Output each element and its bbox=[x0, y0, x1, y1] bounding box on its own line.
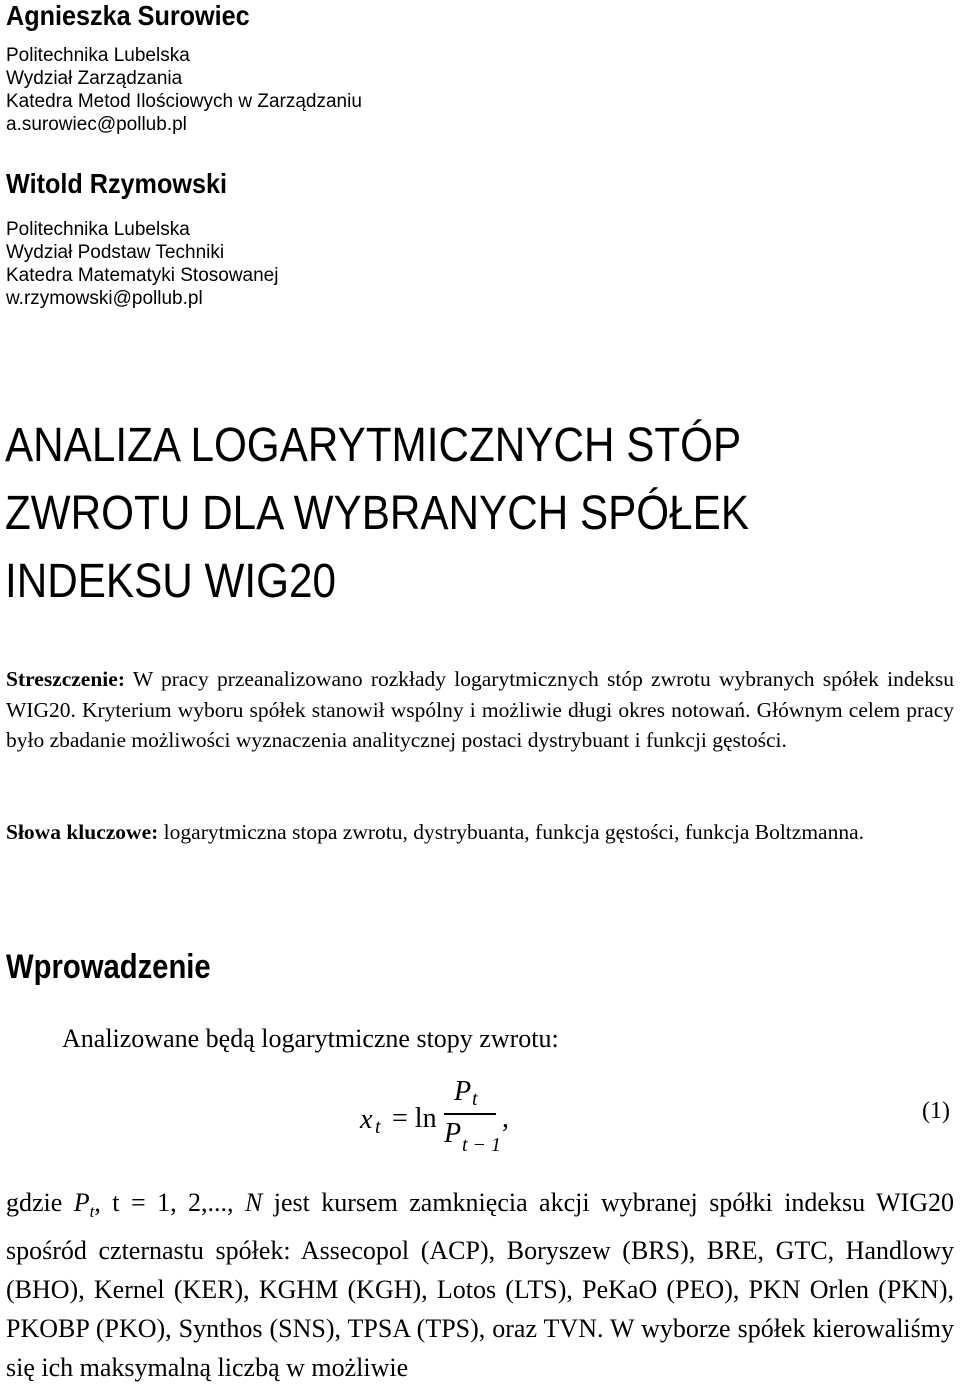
author-name: Agnieszka Surowiec bbox=[6, 0, 250, 31]
abstract bbox=[6, 664, 954, 756]
equation-number: (1) bbox=[922, 1098, 950, 1124]
author-name: Witold Rzymowski bbox=[6, 168, 227, 199]
abstract-text: W pracy przeanalizowano rozkłady logarytmicznych stóp zwrotu wybranych spółek indeksu WIG20. Kryterium wyboru spółek stanowił wspólny i możliwie długi okres notowań. Głównym celem pracy było zbadanie możliwości wyznaczenia analitycznej postaci dystrybuant i funkcji gęstości. bbox=[6, 667, 954, 752]
body-gdzie: gdzie bbox=[6, 1188, 74, 1217]
affiliation-faculty: Wydział Zarządzania bbox=[6, 68, 183, 89]
body-P-subscript: t bbox=[89, 1202, 95, 1222]
fraction-bar bbox=[444, 1113, 496, 1115]
author-affiliation bbox=[6, 44, 362, 136]
paper-title bbox=[5, 412, 749, 616]
affiliation-university: Politechnika Lubelska bbox=[6, 219, 190, 240]
keywords-text: logarytmiczna stopa zwrotu, dystrybuanta, funkcja gęstości, funkcja Boltzmanna. bbox=[158, 820, 865, 844]
eq-lhs: x bbox=[360, 1104, 373, 1135]
author-affiliation bbox=[6, 218, 278, 310]
abstract-label: Streszczenie: bbox=[6, 667, 125, 691]
affiliation-department: Katedra Matematyki Stosowanej bbox=[6, 265, 279, 286]
body-P: P bbox=[73, 1188, 90, 1217]
eq-denominator-subscript: t − 1 bbox=[462, 1134, 502, 1156]
intro-sentence: Analizowane będą logarytmiczne stopy zwrotu: bbox=[62, 1024, 559, 1053]
author-email: a.surowiec@pollub.pl bbox=[6, 114, 187, 135]
title-line: ZWROTU DLA WYBRANYCH SPÓŁEK bbox=[5, 487, 750, 540]
eq-numerator-subscript: t bbox=[472, 1088, 478, 1110]
affiliation-faculty: Wydział Podstaw Techniki bbox=[6, 242, 225, 263]
section-heading: Wprowadzenie bbox=[6, 948, 211, 986]
affiliation-department: Katedra Metod Ilościowych w Zarządzaniu bbox=[6, 91, 362, 112]
eq-numerator: P bbox=[454, 1076, 472, 1107]
title-line: INDEKSU WIG20 bbox=[5, 555, 336, 608]
keywords bbox=[6, 817, 954, 848]
body-range: , t = 1, 2,..., bbox=[94, 1188, 245, 1217]
body-rest: jest kursem zamknięcia akcji wybranej spółki indeksu WIG20 spośród czternastu spółek: Assecopol (ACP), Boryszew (BRS), BRE, GTC, Handlowy (BHO), Kernel (KER), KGHM (KGH), Lotos (LTS), PeKaO (PEO), PKN Orlen (PKN), PKOBP (PKO), Synthos (SNS), TPSA (TPS), oraz TVN. W wyborze spółek kierowaliśmy się ich maksymalną liczbą w możliwie bbox=[6, 1188, 955, 1383]
eq-lhs-subscript: t bbox=[375, 1116, 381, 1138]
eq-equals-ln: = ln bbox=[392, 1103, 437, 1134]
eq-denominator: P bbox=[444, 1118, 462, 1149]
keywords-label: Słowa kluczowe: bbox=[6, 820, 159, 844]
author-email: w.rzymowski@pollub.pl bbox=[6, 288, 203, 309]
affiliation-university: Politechnika Lubelska bbox=[6, 45, 190, 66]
body-N: N bbox=[244, 1188, 263, 1217]
body-paragraph bbox=[6, 1183, 954, 1387]
eq-comma: , bbox=[502, 1103, 509, 1134]
title-line: ANALIZA LOGARYTMICZNYCH STÓP bbox=[5, 419, 742, 472]
equation bbox=[360, 1076, 960, 1156]
